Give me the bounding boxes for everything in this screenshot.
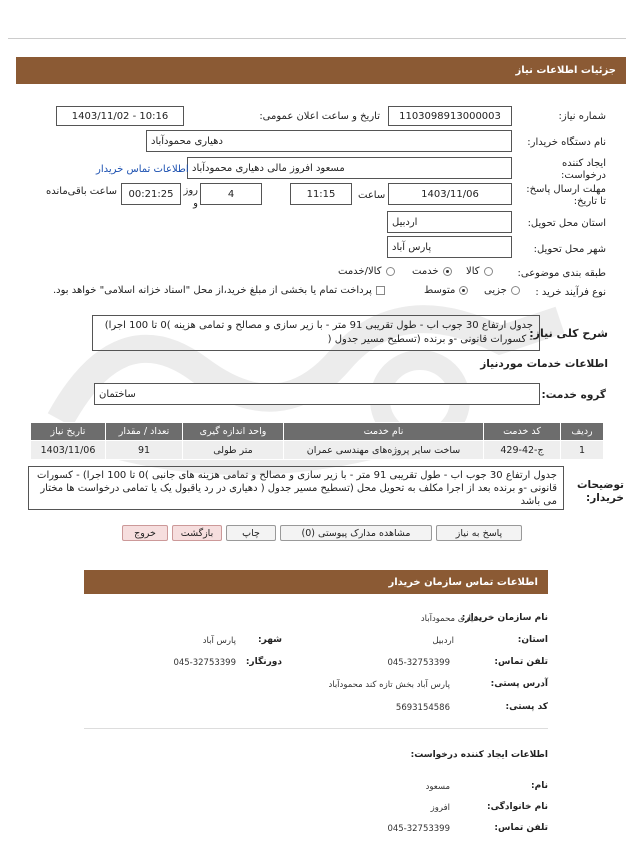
back-button[interactable]: بازگشت [172,525,222,541]
contact-title: اطلاعات تماس سازمان خریدار [388,576,538,588]
contact-address-label: آدرس پستی: [490,679,548,689]
cell-date: 1403/11/06 [31,441,106,460]
contact-phone-label: تلفن تماس: [494,657,548,667]
cell-row: 1 [561,441,604,460]
process-label: نوع فرآیند خرید : [535,287,606,298]
contact-fax-label: دورنگار: [245,657,282,667]
category-option-both[interactable] [338,266,395,277]
services-table [30,422,604,460]
process-option-minor[interactable] [484,285,520,296]
creator-field: مسعود افروز مالی دهیاری محمودآباد [187,157,512,179]
process-medium-label: متوسط [424,285,456,296]
buyer-notes-label: توضیحات خریدار: [576,479,624,504]
exit-button[interactable]: خروج [122,525,168,541]
col-unit: واحد اندازه گیری [183,423,284,441]
contact-org-label: نام سازمان خریدار: [461,613,548,623]
announce-label: تاریخ و ساعت اعلان عمومی: [259,111,380,122]
deadline-label: مهلت ارسال پاسخ: تا تاریخ: [526,184,606,207]
contact-city-label: شهر: [258,635,282,645]
province-field: اردبیل [387,211,512,233]
category-goods-label: کالا [466,266,480,277]
page-header [16,57,626,84]
days-label: روز و [183,185,198,209]
category-service-label: خدمت [412,266,439,277]
payment-option[interactable] [53,285,385,296]
process-option-medium[interactable] [424,285,468,296]
contact-address-value: پارس آباد بخش تازه کند محمودآباد [328,680,450,690]
process-medium-radio[interactable] [459,286,468,295]
days-field: 4 [200,183,262,205]
description-text: جدول ارتفاع 30 جوب اب - طول تقریبی 91 متر - با زیر سازی و مصالح و تمامی هزینه )0 تا 100 اجرا) - کسورات قانونی -و برنده (تسطیح مسیر جدول ( [104,320,533,345]
cell-code: ج-42-429 [484,441,561,460]
cell-name: ساخت سایر پروژه‌های مهندسی عمران [284,441,484,460]
category-both-label: کالا/خدمت [338,266,382,277]
contact-postal-value: 5693154586 [395,703,450,713]
contact-province-label: استان: [517,635,548,645]
contact-city-value: پارس آباد [202,636,236,646]
col-date: تاریخ نیاز [31,423,106,441]
city-label: شهر محل تحویل: [533,244,606,255]
buyer-notes-box [28,466,564,510]
col-row: ردیف [561,423,604,441]
contact-province-value: اردبیل [432,636,454,646]
category-both-radio[interactable] [386,267,395,276]
top-divider [8,38,626,39]
creator-label: ایجاد کننده درخواست: [561,158,606,181]
contact-org-value: دهیاری محمودآباد [420,614,482,624]
category-goods-radio[interactable] [484,267,493,276]
payment-note: پرداخت تمام یا بخشی از مبلغ خرید،از محل "اسناد خزانه اسلامی" خواهد بود. [53,285,372,296]
col-qty: تعداد / مقدار [106,423,183,441]
creator-first-name-label: نام: [531,781,548,791]
creator-phone-value: 045-32753399 [387,824,450,834]
contact-postal-label: کد پستی: [505,702,548,712]
deadline-time-label: ساعت [358,190,386,201]
need-number-field: 1103098913000003 [388,106,512,126]
creator-info-title: اطلاعات ایجاد کننده درخواست: [410,750,548,760]
province-label: استان محل تحویل: [527,218,606,229]
print-button[interactable]: چاپ [226,525,276,541]
category-option-goods[interactable] [466,266,493,277]
contact-phone-value: 045-32753399 [387,658,450,668]
city-field: پارس آباد [387,236,512,258]
creator-last-name-value: افروز [430,803,450,813]
col-code: کد خدمت [484,423,561,441]
cell-unit: متر طولی [183,441,284,460]
contact-divider [84,728,548,729]
table-row [31,441,604,460]
buyer-contact-link[interactable]: اطلاعات تماس خریدار [96,164,189,175]
creator-phone-label: تلفن تماس: [494,823,548,833]
buyer-org-label: نام دستگاه خریدار: [527,137,606,148]
creator-first-name-value: مسعود [425,782,450,792]
contact-fax-value: 045-32753399 [173,658,236,668]
page-title: جزئیات اطلاعات نیاز [515,65,616,76]
payment-checkbox[interactable] [376,286,385,295]
deadline-date-field: 1403/11/06 [388,183,512,205]
attachments-button[interactable]: مشاهده مدارک پیوستی (0) [280,525,432,541]
announce-field: 1403/11/02 - 10:16 [56,106,184,126]
process-minor-radio[interactable] [511,286,520,295]
category-service-radio[interactable] [443,267,452,276]
remaining-label: ساعت باقی‌مانده [46,186,118,197]
col-name: نام خدمت [284,423,484,441]
creator-last-name-label: نام خانوادگی: [486,802,548,812]
category-label: طبقه بندی موضوعی: [517,268,606,279]
contact-header [84,570,548,594]
process-minor-label: جزیی [484,285,507,296]
reply-button[interactable]: پاسخ به نیاز [436,525,522,541]
service-group-label: گروه خدمت: [541,389,606,401]
services-title: اطلاعات خدمات موردنیاز [480,358,608,370]
remaining-time-field: 00:21:25 [121,183,181,205]
buyer-org-field: دهیاری محمودآباد [146,130,512,152]
buyer-notes-text: جدول ارتفاع 30 جوب اب - طول تقریبی 91 متر - با زیر سازی و مصالح و تمامی هزینه های جانبی )0 تا 100 اجرا) - کسورات قانونی -و برنده بعد از اجرا مکلف به تحویل محل (تسطیح مسیر جدول ( دهیاری در رد یاقبول یک یا تمامی درخواست ها مختار می باشد [37,470,557,507]
category-option-service[interactable] [412,266,452,277]
deadline-time-field: 11:15 [290,183,352,205]
service-group-field: ساختمان [94,383,540,405]
cell-qty: 91 [106,441,183,460]
description-box [92,315,540,351]
need-number-label: شماره نیاز: [558,111,606,122]
services-table-header [31,423,604,441]
description-label: شرح کلی نیاز: [529,327,608,340]
